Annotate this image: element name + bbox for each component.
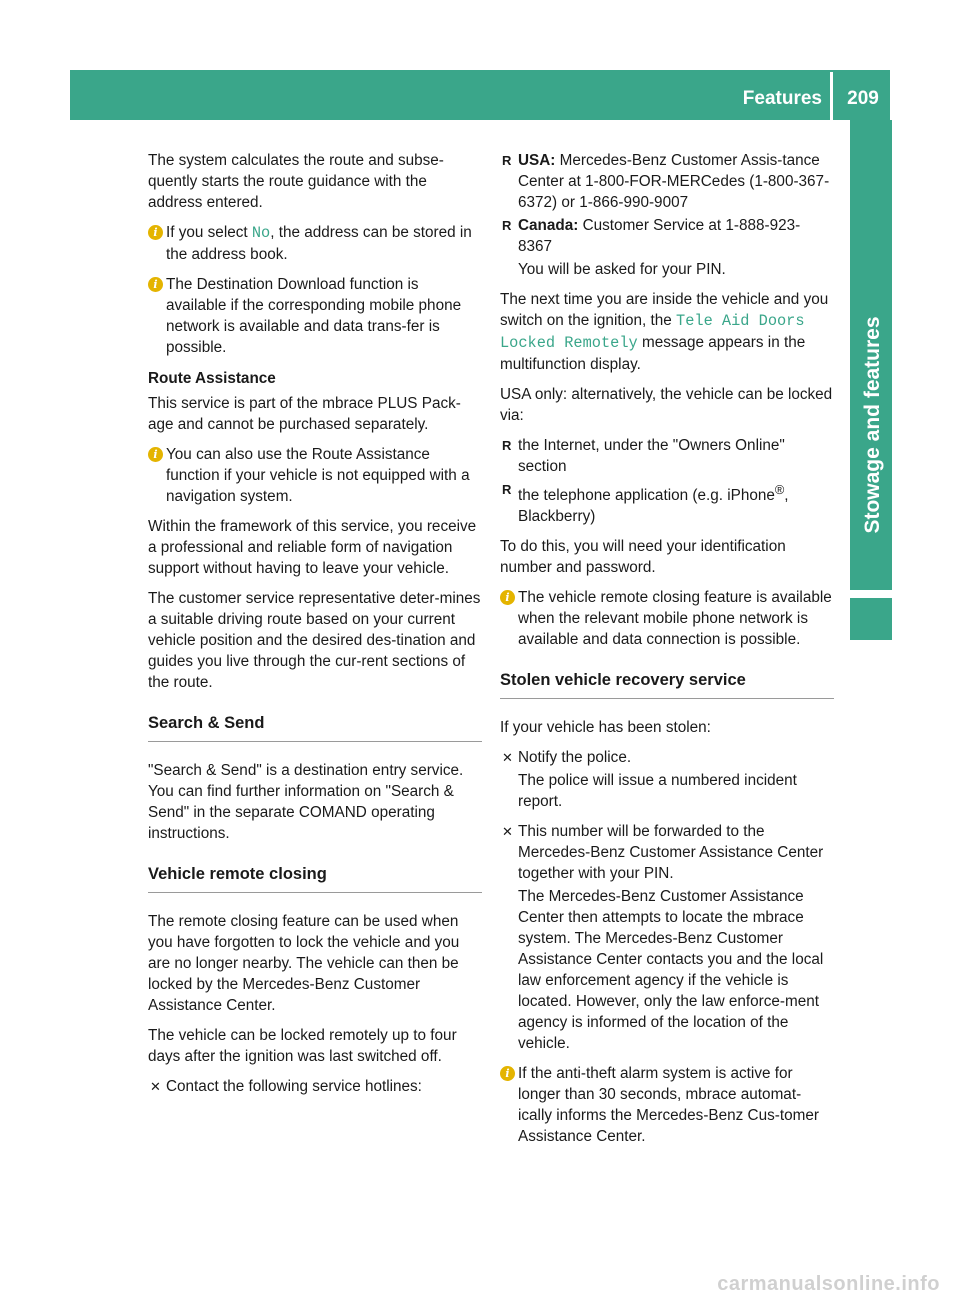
paragraph: To do this, you will need your identification number and password. — [500, 538, 786, 577]
paragraph: This service is part of the mbrace PLUS Pack-age and cannot be purchased separately. — [148, 395, 461, 433]
info-icon: i — [500, 590, 515, 605]
paragraph: The vehicle can be locked remotely up to four days after the ignition was last switched off. — [148, 1027, 457, 1065]
bullet-item: R Canada: Customer Service at 1-888-923-8367 — [502, 217, 801, 255]
bullet-icon: R — [502, 438, 512, 453]
bullet-item: R USA: Mercedes-Benz Customer Assis-tance Center at 1-800-FOR-MERCedes (1-800-367-6372) or 1-866-990-9007 — [502, 152, 830, 211]
paragraph: The next time you are inside the vehicle and you switch on the ignition, the Tele Aid Doors Locked Remotely message appears in the multifunction display. — [500, 291, 829, 373]
bullet-icon: R — [502, 482, 512, 497]
paragraph: USA only: alternatively, the vehicle can be locked via: — [500, 386, 833, 424]
section-title: Features — [742, 88, 822, 109]
bullet-item: R the Internet, under the "Owners Online" section — [502, 437, 785, 475]
page-number: 209 — [847, 88, 879, 109]
bullet-icon: R — [502, 153, 512, 168]
info-note: i The Destination Download function is available if the corresponding mobile phone network is available and data trans-fer is possible. — [148, 274, 482, 358]
step-arrow-icon: ✕ — [502, 750, 513, 766]
header-divider — [830, 72, 833, 120]
paragraph: The system calculates the route and subse-quently starts the route guidance with the address entered. — [148, 152, 444, 211]
paragraph: The customer service representative deter-mines a suitable driving route based on your current vehicle position and the desired des-tination and guides you live through the cur-rent sections of the route. — [148, 590, 481, 691]
section-heading: Vehicle remote closing — [148, 864, 482, 893]
bullet-icon: R — [502, 218, 512, 233]
section-heading: Stolen vehicle recovery service — [500, 670, 834, 699]
display-text: Tele Aid Doors Locked Remotely — [500, 312, 805, 352]
section-heading: Search & Send — [148, 713, 482, 742]
paragraph: You will be asked for your PIN. — [518, 261, 726, 278]
info-note: i You can also use the Route Assistance function if your vehicle is not equipped with a navigation system. — [148, 444, 482, 507]
info-note: i If the anti-theft alarm system is active for longer than 30 seconds, mbrace automat-ically informs the Mercedes-Benz Cus-tomer Assistance Center. — [500, 1063, 834, 1147]
step-result: The police will issue a numbered incident report. — [518, 772, 797, 811]
display-text: No — [251, 224, 271, 242]
left-column — [148, 150, 482, 1099]
side-tab-label: Stowage and features — [861, 316, 884, 534]
info-note: i If you select No, the address can be stored in the address book. — [148, 222, 482, 265]
side-block — [850, 598, 892, 640]
paragraph: Within the framework of this service, you receive a professional and reliable form of navigation support without having to leave your vehicle. — [148, 518, 477, 577]
info-icon: i — [148, 225, 163, 240]
watermark: carmanualsonline.info — [717, 1273, 940, 1295]
info-icon: i — [148, 447, 163, 462]
step-result: The Mercedes-Benz Customer Assistance Center then attempts to locate the mbrace system. The Mercedes-Benz Customer Assistance Center contacts you and the local law enforcement agency if the vehicle is located. However, only the law enforce-ment agency is informed of the location of the vehicle. — [518, 888, 824, 1053]
step-arrow-icon: ✕ — [502, 824, 513, 840]
paragraph: If your vehicle has been stolen: — [500, 719, 711, 737]
subheading: Route Assistance — [148, 370, 276, 387]
right-column — [500, 150, 834, 1156]
info-icon: i — [500, 1066, 515, 1081]
paragraph: The remote closing feature can be used when you have forgotten to lock the vehicle and you are no longer nearby. The vehicle can then be locked by the Mercedes-Benz Customer Assistance Center. — [148, 913, 460, 1014]
info-note: i The vehicle remote closing feature is available when the relevant mobile phone network is available and data connection is possible. — [500, 587, 834, 650]
paragraph: "Search & Send" is a destination entry service. You can find further information on "Search & Send" in the separate COMAND operating instructions. — [148, 762, 464, 842]
step-arrow-icon: ✕ — [150, 1079, 161, 1094]
step-item: ✕ Notify the police. — [502, 749, 632, 767]
step-item: ✕ Contact the following service hotlines: — [150, 1078, 422, 1095]
info-icon: i — [148, 277, 163, 292]
step-item: ✕ This number will be forwarded to the Mercedes-Benz Customer Assistance Center together with your PIN. — [502, 823, 824, 883]
bullet-item: R the telephone application (e.g. iPhone®, Blackberry) — [500, 479, 834, 527]
